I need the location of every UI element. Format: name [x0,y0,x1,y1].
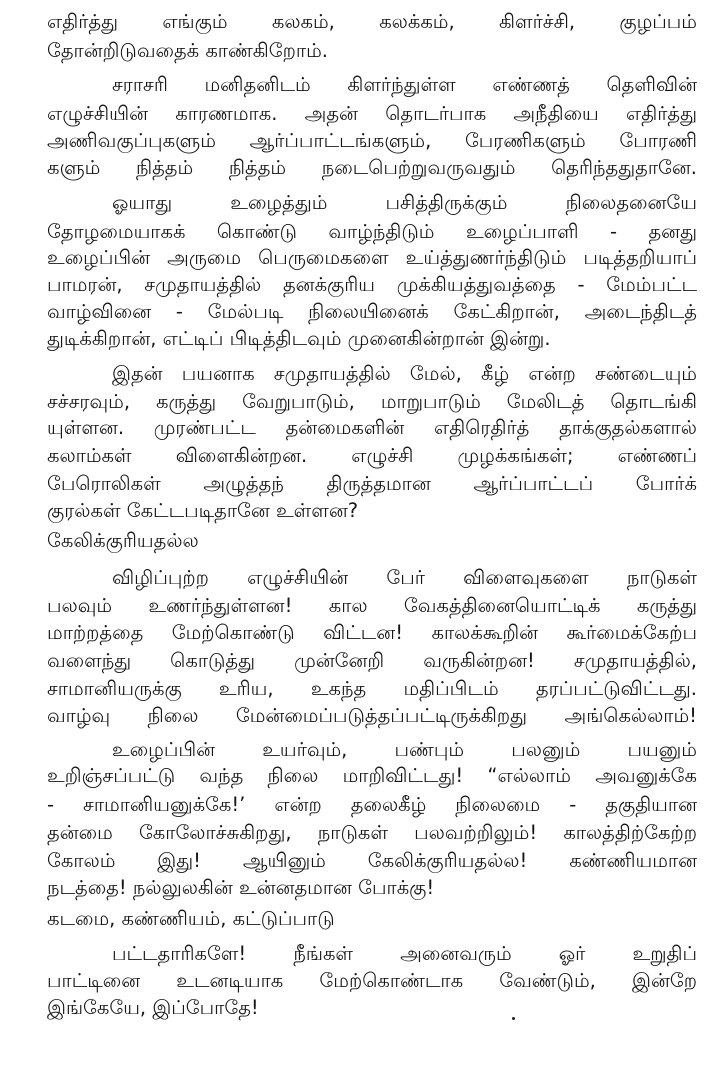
text-line: சராசரி மனிதனிடம் கிளர்ந்துள்ள எண்ணத் தெளிவின் [112,73,697,96]
text-line: வளைந்து கொடுத்து முன்னேறி வருகின்றன! சமுதாயத்தில், [47,649,697,672]
text-line: அணிவகுப்புகளும் ஆர்ப்பாட்டங்களும், பேரணிகளும் போரணி [47,129,697,152]
text-line: பாமரன், சமுதாயத்தில் தனக்குரிய முக்கியத்துவத்தை - மேம்பட்ட [47,273,697,296]
section-heading: கேலிக்குரியதல்ல [47,529,199,552]
print-speck [512,1017,515,1020]
text-line: இதன் பயனாக சமுதாயத்தில் மேல், கீழ் என்ற சண்டையும் [112,362,697,385]
text-line: கலாம்கள் விளைகின்றன. எழுச்சி முழக்கங்கள்; எண்ணப் [47,444,697,467]
text-line: தன்மை கோலோச்சுகிறது, நாடுகள் பலவற்றிலும்! காலத்திற்கேற்ற [47,821,697,844]
text-line: எழுச்சியின் காரணமாக. அதன் தொடர்பாக அநீதியை எதிர்த்து [47,102,697,125]
text-line: எதிர்த்து எங்கும் கலகம், கலக்கம், கிளர்ச்சி, குழப்பம் [47,10,697,33]
text-line: தோழமையாகக் கொண்டு வாழ்ந்திடும் உழைப்பாளி - தனது [47,220,697,243]
text-line: வாழ்வு நிலை மேன்மைப்படுத்தப்பட்டிருக்கிறது அங்கெல்லாம்! [47,704,697,727]
text-line: களும் நித்தம் நித்தம் நடைபெற்றுவருவதும் தெரிந்ததுதானே. [47,156,697,179]
text-line: விழிப்புற்ற எழுச்சியின் பேர் விளைவுகளை நாடுகள் [112,566,697,589]
text-line: துடிக்கிறான், எட்டிப் பிடித்திடவும் முனைகின்றான் இன்று. [47,327,551,350]
text-line: இங்கேயே, இப்போதே! [47,996,259,1019]
text-line: யுள்ளன. முரண்பட்ட தன்மைகளின் எதிரெதிர்த் தாக்குதல்களால் [47,416,697,439]
text-line: சாமானியருக்கு உரிய, உகந்த மதிப்பிடம் தரப்பட்டுவிட்டது. [47,677,697,700]
text-line: மாற்றத்தை மேற்கொண்டு விட்டன! காலக்கூறின் கூர்மைக்கேற்ப [47,621,697,644]
text-line: சச்சரவும், கருத்து வேறுபாடும், மாறுபாடும் மேலிடத் தொடங்கி [47,390,697,413]
text-line: தோன்றிடுவதைக் காண்கிறோம். [47,39,328,62]
text-line: நடத்தை! நல்லுலகின் உன்னதமான போக்கு! [47,876,435,899]
text-line: பலவும் உணர்ந்துள்ளன! கால வேகத்தினையொட்டிக் கருத்து [47,594,697,617]
text-line: பேரொலிகள் அழுத்தந் திருத்தமான ஆர்ப்பாட்டப் போர்க் [47,472,697,495]
text-line: உழைப்பின் அருமை பெருமைகளை உய்த்துணர்ந்திடும் படித்தறியாப் [47,246,697,269]
text-line: பட்டதாரிகளே! நீங்கள் அனைவரும் ஓர் உறுதிப் [112,942,697,965]
section-heading: கடமை, கண்ணியம், கட்டுப்பாடு [47,907,335,930]
text-line: வாழ்வினை - மேல்படி நிலையினைக் கேட்கிறான், அடைந்திடத் [47,300,697,323]
text-line: குரல்கள் கேட்டபடிதானே உள்ளன? [47,499,359,522]
text-line: கோலம் இது! ஆயினும் கேலிக்குரியதல்ல! கண்ணியமான [47,849,697,872]
text-line: உறிஞ்சப்பட்டு வந்த நிலை மாறிவிட்டது! “எல்லாம் அவனுக்கே [47,764,697,787]
text-line: உழைப்பின் உயர்வும், பண்பும் பலனும் பயனும் [112,738,697,761]
text-line: - சாமானியனுக்கே!’ என்ற தலைகீழ் நிலைமை - தகுதியான [47,793,697,816]
text-line: பாட்டினை உடனடியாக மேற்கொண்டாக வேண்டும், இன்றே [47,969,697,992]
text-line: ஓயாது உழைத்தும் பசித்திருக்கும் நிலைதனையே [112,191,697,214]
